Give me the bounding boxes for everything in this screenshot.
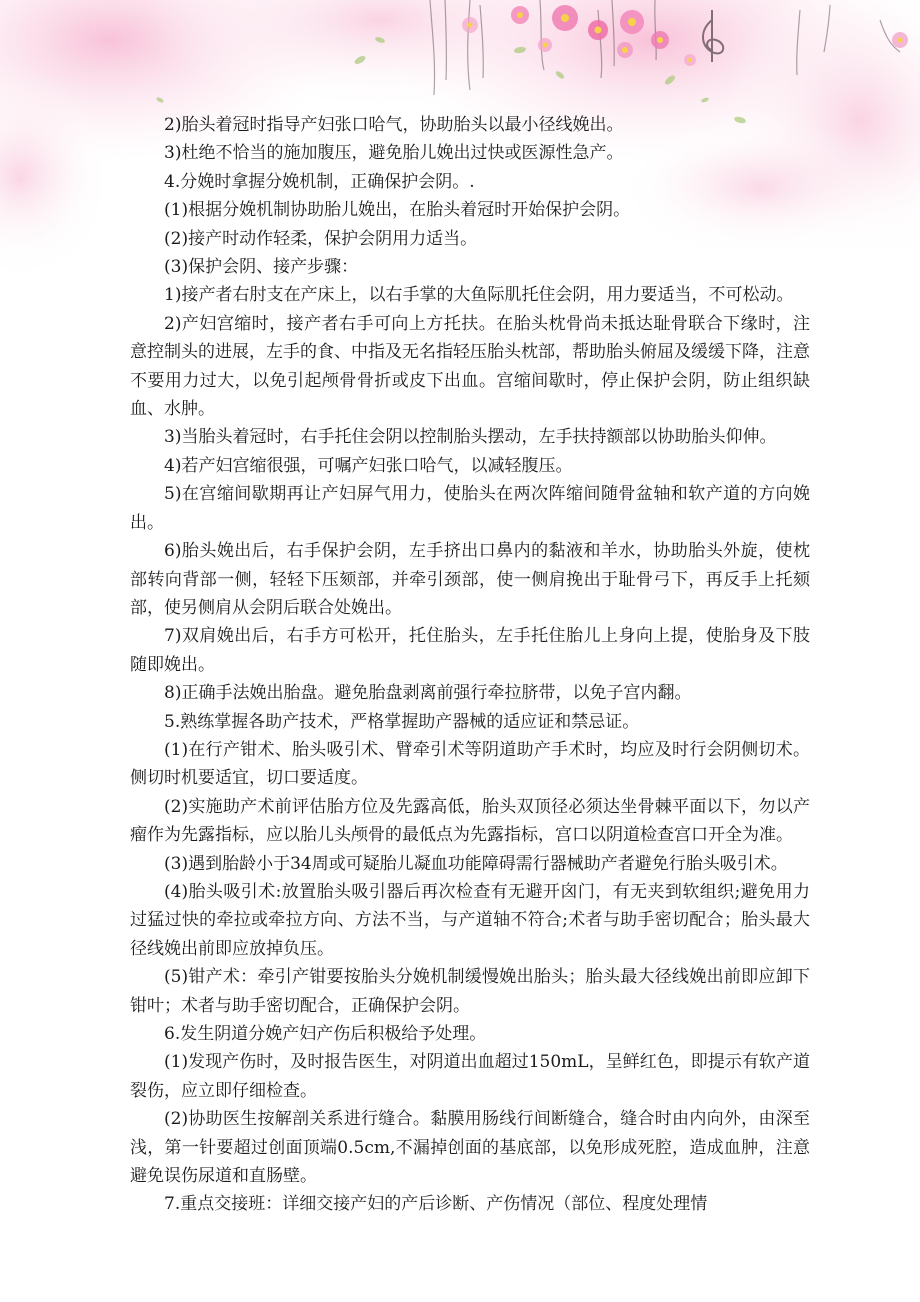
paragraph: 3)杜绝不恰当的施加腹压，避免胎儿娩出过快或医源性急产。 [164,143,624,164]
paragraph: (2)接产时动作轻柔，保护会阴用力适当。 [164,228,478,249]
paragraph: 3)当胎头着冠时，右手托住会阴以控制胎头摆动，左手扶持额部以协助胎头仰伸。 [164,427,777,448]
paragraph: (4)胎头吸引术:放置胎头吸引器后再次检查有无避开囟门，有无夹到软组织;避免用力过猛过快的牵拉或牵拉方向、方法不当，与产道轴不符合;术者与助手密切配合；胎头最大径线娩出前即应放掉负压。 [130,881,810,959]
paragraph: (1)根据分娩机制协助胎儿娩出，在胎头着冠时开始保护会阴。 [164,200,631,221]
paragraph: 1)接产者右肘支在产床上，以右手掌的大鱼际肌托住会阴，用力要适当，不可松动。 [164,285,794,306]
paragraph: 2)产妇宫缩时，接产者右手可向上方托扶。在胎头枕骨尚未抵达耻骨联合下缘时，注意控制头的进展，左手的食、中指及无名指轻压胎头枕部，帮助胎头俯屈及缓缓下降，注意不要用力过大，以免引起颅骨骨折或皮下出血。宫缩间歇时，停止保护会阴，防止组织缺血、水肿。 [130,313,810,420]
paragraph: 6)胎头娩出后，右手保护会阴，左手挤出口鼻内的黏液和羊水，协助胎头外旋，使枕部转向背部一侧，轻轻下压颏部，并牵引颈部，使一侧肩挽出于耻骨弓下，再反手上托颏部，使另侧肩从会阴后联合处娩出。 [130,541,810,618]
paragraph: (3)遇到胎龄小于34周或可疑胎儿凝血功能障碍需行器械助产者避免行胎头吸引术。 [164,853,788,874]
section-heading: 4.分娩时拿握分娩机制，正确保护会阴。. [164,171,475,192]
paragraph: (1)在行产钳术、胎头吸引术、臂牵引术等阴道助产手术时，均应及时行会阴侧切术。侧切时机要适宜，切口要适度。 [130,739,810,789]
paragraph: 5)在宫缩间歇期再让产妇屏气用力，使胎头在两次阵缩间随骨盆轴和软产道的方向娩出。 [130,484,810,533]
document-body [130,111,810,1219]
paragraph: (1)发现产伤时，及时报告医生，对阴道出血超过150mL，呈鲜红色，即提示有软产道裂伤，应立即仔细检查。 [130,1052,810,1101]
paragraph: 2)胎头着冠时指导产妇张口哈气，协助胎头以最小径线娩出。 [164,115,624,135]
section-heading: 5.熟练掌握各助产技术，严格掌握助产器械的适应证和禁忌证。 [164,711,640,732]
paragraph: (3)保护会阴、接产步骤： [164,257,359,278]
paragraph: (2)实施助产术前评估胎方位及先露高低，胎头双顶径必须达坐骨棘平面以下，勿以产瘤作为先露指标，应以胎儿头颅骨的最低点为先露指标，宫口以阴道检查宫口开全为准。 [130,796,810,846]
paragraph: 4)若产妇宫缩很强，可嘱产妇张口哈气，以减轻腹压。 [164,455,573,476]
paragraph: 7)双肩娩出后，右手方可松开，托住胎头，左手托住胎儿上身向上提，使胎身及下肢随即娩出。 [130,626,810,675]
paragraph: (5)钳产术：牵引产钳要按胎头分娩机制缓慢娩出胎头；胎头最大径线娩出前即应卸下钳叶；术者与助手密切配合，正确保护会阴。 [130,967,810,1016]
paragraph: 8)正确手法娩出胎盘。避免胎盘剥离前强行牵拉脐带，以免子宫内翻。 [164,683,692,704]
section-heading: 6.发生阴道分娩产妇产伤后积极给予处理。 [164,1024,487,1044]
paragraph: (2)协助医生按解剖关系进行缝合。黏膜用肠线行间断缝合，缝合时由内向外，由深至浅，第一针要超过创面顶端0.5cm,不漏掉创面的基底部，以免形成死腔，造成血肿，注意避免误伤尿道和直肠壁。 [130,1109,810,1187]
section-heading: 7.重点交接班：详细交接产妇的产后诊断、产伤情况（部位、程度处理情 [164,1194,708,1215]
